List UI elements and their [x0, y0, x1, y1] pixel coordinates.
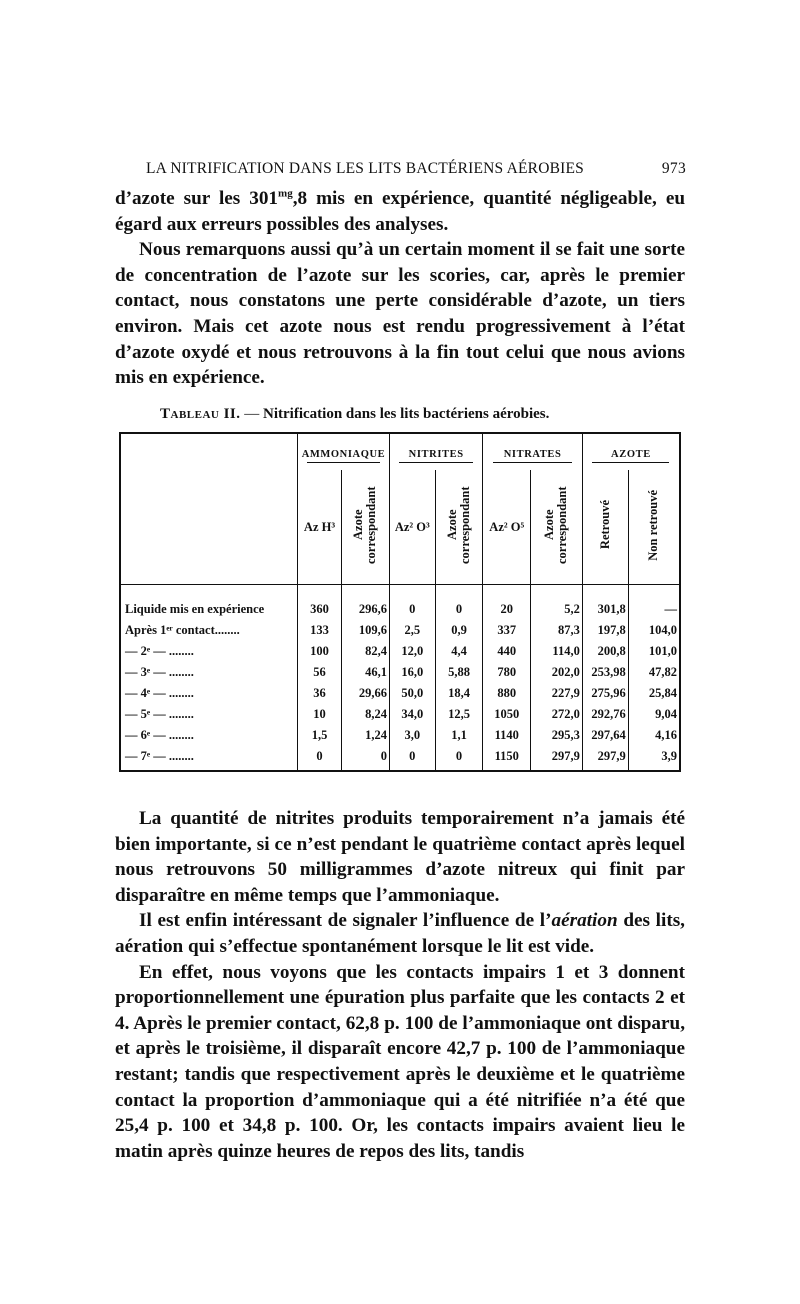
- col-az2-o5: Az² O⁵: [483, 470, 531, 585]
- row-label: — 3ᵉ — ........: [125, 665, 194, 679]
- col-retrouve: Retrouvé: [597, 500, 612, 550]
- table-row: [120, 620, 680, 641]
- table-cell: 1,24: [341, 725, 389, 746]
- col-azote-corr-3: Azote correspondant: [542, 486, 570, 564]
- row-label: — 2ᵉ — ........: [125, 644, 194, 658]
- table-cell: 200,8: [582, 641, 628, 662]
- table-cell: 253,98: [582, 662, 628, 683]
- paragraph-3: La quantité de nitrites produits temporairement n’a jamais été bien importante, si ce n’est pendant le quatrième contact après lequel nous retrouvons 50 milligrammes d’azote nitreux qui finit par disparaître en même temps que l’ammoniaque.: [115, 808, 685, 906]
- table-cell: 109,6: [341, 620, 389, 641]
- row-label: Après 1ᵉʳ contact........: [125, 623, 240, 637]
- table-cell: 1150: [483, 746, 531, 767]
- col-az2-o3: Az² O³: [389, 470, 435, 585]
- table-cell: 202,0: [531, 662, 583, 683]
- paragraph-1: d’azote sur les $301^{mg},8$ mis en expérience, quantité négligeable, eu égard aux erreurs possibles des analyses.: [115, 187, 686, 235]
- table-cell: 4,4: [435, 641, 483, 662]
- mg-superscript: mg: [278, 187, 293, 200]
- table-cell: 12,5: [435, 704, 483, 725]
- table-cell: 50,0: [389, 683, 435, 704]
- table-cell: 3,9: [628, 746, 680, 767]
- table-row: [120, 662, 680, 683]
- table-cell: 18,4: [435, 683, 483, 704]
- table-caption: Tableau II. — Nitrification dans les lits bactériens aérobies.: [160, 406, 550, 422]
- table-cell: 25,84: [628, 683, 680, 704]
- table-cell: 9,04: [628, 704, 680, 725]
- table-cell: 82,4: [341, 641, 389, 662]
- group-nitrates: NITRATES: [483, 433, 582, 460]
- table-cell: 296,6: [341, 599, 389, 620]
- row-label: — 4ᵉ — ........: [125, 686, 194, 700]
- table-cell: 1140: [483, 725, 531, 746]
- table-cell: 880: [483, 683, 531, 704]
- col-azote-corr-1: Azote correspondant: [351, 486, 379, 564]
- table-cell: 1050: [483, 704, 531, 725]
- table-row: [120, 641, 680, 662]
- table-cell: 1,1: [435, 725, 483, 746]
- table-cell: 0: [298, 746, 342, 767]
- table-cell: 29,66: [341, 683, 389, 704]
- table-cell: 16,0: [389, 662, 435, 683]
- body-text-top: [115, 186, 685, 391]
- table-cell: 5,88: [435, 662, 483, 683]
- table-cell: 227,9: [531, 683, 583, 704]
- table-cell: 4,16: [628, 725, 680, 746]
- caption-lead: Tableau II.: [160, 406, 241, 422]
- table-cell: 34,0: [389, 704, 435, 725]
- table-cell: 133: [298, 620, 342, 641]
- table-cell: 272,0: [531, 704, 583, 725]
- table-cell: 10: [298, 704, 342, 725]
- table-body: [120, 599, 680, 767]
- paragraph-2: Nous remarquons aussi qu’à un certain moment il se fait une sorte de concentration de l’azote sur les scories, car, après le premier contact, nous constatons une perte considérable d’azote, un tiers environ. Mais cet azote nous est rendu progressivement à l’état d’azote oxydé et nous retrouvons à la fin tout celui que nous avions mis en expérience.: [115, 239, 685, 389]
- table-row: [120, 704, 680, 725]
- table-cell: 114,0: [531, 641, 583, 662]
- group-nitrites: NITRITES: [389, 433, 482, 460]
- caption-title: Nitrification dans les lits bactériens aérobies.: [263, 406, 550, 422]
- group-azote: AZOTE: [582, 433, 680, 460]
- table-cell: 1,5: [298, 725, 342, 746]
- table-cell: 0: [389, 746, 435, 767]
- table-row: [120, 725, 680, 746]
- row-label: — 6ᵉ — ........: [125, 728, 194, 742]
- row-label: — 5ᵉ — ........: [125, 707, 194, 721]
- aeration-emphasis: aération: [551, 910, 618, 932]
- table-cell: 301,8: [582, 599, 628, 620]
- table-row: [120, 599, 680, 620]
- table-cell: 100: [298, 641, 342, 662]
- table-cell: 780: [483, 662, 531, 683]
- table-cell: 292,76: [582, 704, 628, 725]
- table-row: [120, 746, 680, 767]
- running-title: LA NITRIFICATION DANS LES LITS BACTÉRIENS AÉROBIES: [146, 160, 584, 177]
- table-cell: 297,9: [531, 746, 583, 767]
- table-row: [120, 683, 680, 704]
- table-cell: 36: [298, 683, 342, 704]
- table-cell: 3,0: [389, 725, 435, 746]
- table-cell: 47,82: [628, 662, 680, 683]
- col-azote-corr-2: Azote correspondant: [445, 486, 473, 564]
- table-cell: 46,1: [341, 662, 389, 683]
- table-cell: 101,0: [628, 641, 680, 662]
- running-header: [146, 160, 686, 178]
- paragraph-4: Il est enfin intéressant de signaler l’influence de l’aération des lits, aération qui s’effectue spontanément lorsque le lit est vide.: [115, 910, 685, 957]
- table-cell: 12,0: [389, 641, 435, 662]
- row-label: Liquide mis en expérience: [125, 602, 265, 616]
- col-non-retrouve: Non retrouvé: [646, 489, 661, 561]
- page-number: 973: [661, 160, 686, 177]
- group-ammoniaque: AMMONIAQUE: [298, 433, 390, 460]
- table-cell: 0,9: [435, 620, 483, 641]
- paragraph-5: En effet, nous voyons que les contacts impairs 1 et 3 donnent proportionnellement une épuration plus parfaite que les contacts 2 et 4. Après le premier contact, 62,8 p. 100 de l’ammoniaque ont disparu, et après le troisième, il disparaît encore 42,7 p. 100 de l’ammoniaque restant; tandis que respectivement après le deuxième et le quatrième contact la proportion d’ammoniaque qui a été nitrifiée n’a été que 25,4 p. 100 et 34,8 p. 100. Or, les contacts impairs avaient lieu le matin après quinze heures de repos des lits, tandis: [115, 961, 685, 1162]
- table-cell: 360: [298, 599, 342, 620]
- nitrification-table: [119, 432, 681, 772]
- table-cell: 20: [483, 599, 531, 620]
- table-cell: 275,96: [582, 683, 628, 704]
- table-cell: 0: [389, 599, 435, 620]
- table-cell: 87,3: [531, 620, 583, 641]
- table-cell: 2,5: [389, 620, 435, 641]
- table-cell: 440: [483, 641, 531, 662]
- table-cell: 0: [435, 746, 483, 767]
- table-cell: 197,8: [582, 620, 628, 641]
- table-cell: 297,64: [582, 725, 628, 746]
- table-cell: 0: [341, 746, 389, 767]
- table-cell: 295,3: [531, 725, 583, 746]
- table-cell: 104,0: [628, 620, 680, 641]
- table-cell: 0: [435, 599, 483, 620]
- body-text-bottom: [115, 806, 685, 1164]
- table-cell: 56: [298, 662, 342, 683]
- col-az-h3: Az H³: [298, 470, 342, 585]
- row-label: — 7ᵉ — ........: [125, 749, 194, 763]
- table-cell: 337: [483, 620, 531, 641]
- table-cell: 5,2: [531, 599, 583, 620]
- table-cell: —: [628, 599, 680, 620]
- table-cell: 8,24: [341, 704, 389, 725]
- table-cell: 297,9: [582, 746, 628, 767]
